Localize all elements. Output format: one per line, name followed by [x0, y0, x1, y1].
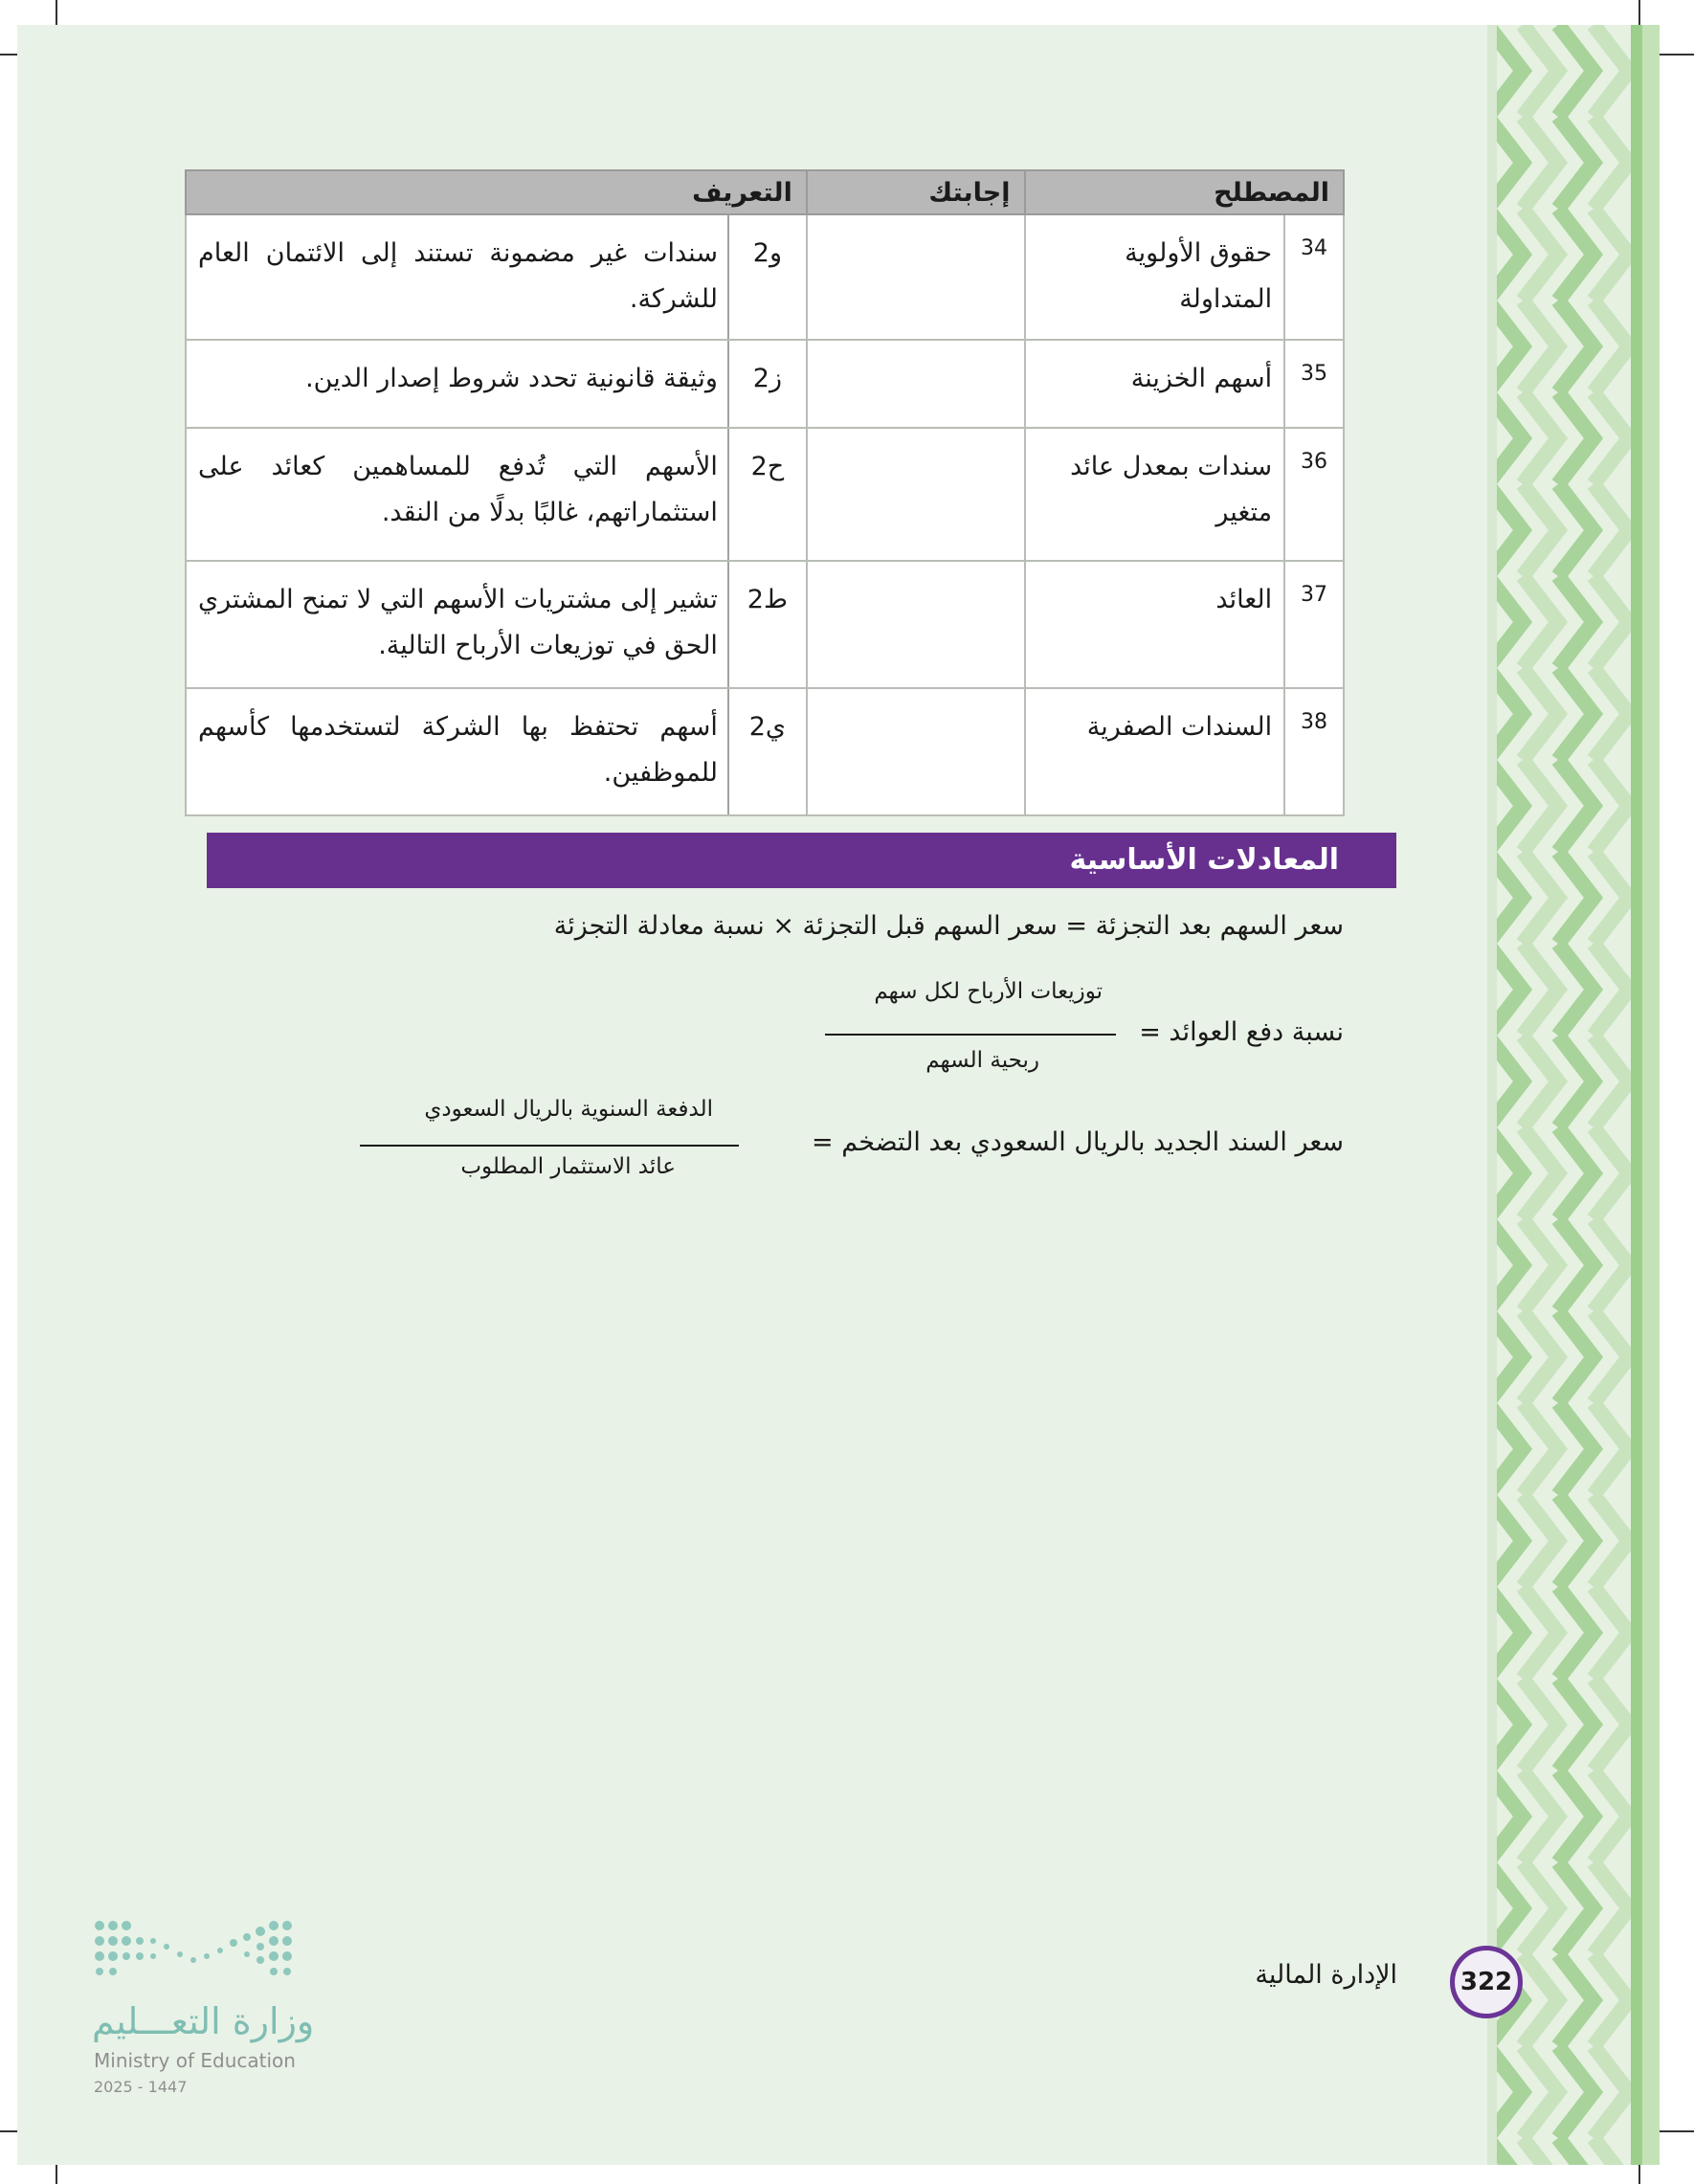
- definition-text: وثيقة قانونية تحدد شروط إصدار الدين.: [186, 340, 728, 428]
- equation-bond-numerator: الدفعة السنوية بالريال السعودي: [424, 1097, 713, 1122]
- definition-code: ي2: [728, 688, 807, 815]
- definition-code: ز2: [728, 340, 807, 428]
- answer-cell[interactable]: [807, 340, 1025, 428]
- decorative-side-band: [1487, 25, 1660, 2165]
- answer-cell[interactable]: [807, 428, 1025, 561]
- row-number: 35: [1284, 340, 1344, 428]
- definition-code: ط2: [728, 561, 807, 688]
- term-text: العائد: [1025, 561, 1285, 688]
- term-text: أسهم الخزينة: [1025, 340, 1285, 428]
- row-number: 37: [1284, 561, 1344, 688]
- ministry-logo-year: 2025 - 1447: [94, 2078, 188, 2096]
- ministry-logo-arabic: وزارة التعـــليم: [92, 2000, 315, 2042]
- chevron-pattern: [1487, 25, 1660, 2165]
- row-number: 34: [1284, 214, 1344, 340]
- fraction-bar: [360, 1145, 739, 1147]
- definition-text: تشير إلى مشتريات الأسهم التي لا تمنح المشتري الحق في توزيعات الأرباح التالية.: [186, 561, 728, 688]
- answer-cell[interactable]: [807, 561, 1025, 688]
- book-title: الإدارة المالية: [1255, 1960, 1397, 1990]
- equation-payout-denominator: ربحية السهم: [925, 1048, 1039, 1073]
- page-number-badge: 322: [1450, 1946, 1523, 2018]
- definition-code: ح2: [728, 428, 807, 561]
- equation-bond-lhs: سعر السند الجديد بالريال السعودي بعد التضخم =: [812, 1127, 1344, 1157]
- answer-cell[interactable]: [807, 214, 1025, 340]
- table-row: [186, 214, 1344, 340]
- table-row: [186, 561, 1344, 688]
- equation-payout-lhs: نسبة دفع العوائد =: [1139, 1017, 1344, 1047]
- header-answer: إجابتك: [807, 170, 1025, 214]
- definition-code: و2: [728, 214, 807, 340]
- crop-mark: [1656, 54, 1694, 56]
- table-header-row: [186, 170, 1344, 214]
- term-text: حقوق الأولوية المتداولة: [1025, 214, 1285, 340]
- ministry-logo-english: Ministry of Education: [94, 2049, 296, 2072]
- table-row: [186, 340, 1344, 428]
- answer-cell[interactable]: [807, 688, 1025, 815]
- table-row: [186, 428, 1344, 561]
- table-row: [186, 688, 1344, 815]
- equation-stock-split: سعر السهم بعد التجزئة = سعر السهم قبل التجزئة × نسبة معادلة التجزئة: [553, 911, 1344, 941]
- crop-mark: [1656, 2130, 1694, 2132]
- section-heading-banner: المعادلات الأساسية: [207, 833, 1396, 888]
- term-text: سندات بمعدل عائد متغير: [1025, 428, 1285, 561]
- terms-table: [185, 169, 1345, 816]
- equation-payout-numerator: توزيعات الأرباح لكل سهم: [874, 979, 1103, 1004]
- term-text: السندات الصفرية: [1025, 688, 1285, 815]
- definition-text: الأسهم التي تُدفع للمساهمين كعائد على استثماراتهم، غالبًا بدلًا من النقد.: [186, 428, 728, 561]
- header-term: المصطلح: [1025, 170, 1344, 214]
- definition-text: سندات غير مضمونة تستند إلى الائتمان العام للشركة.: [186, 214, 728, 340]
- ministry-logo-dots: [92, 1918, 302, 2004]
- definition-text: أسهم تحتفظ بها الشركة لتستخدمها كأسهم للموظفين.: [186, 688, 728, 815]
- row-number: 36: [1284, 428, 1344, 561]
- row-number: 38: [1284, 688, 1344, 815]
- fraction-bar: [825, 1034, 1116, 1036]
- header-definition: التعريف: [186, 170, 807, 214]
- equation-bond-denominator: عائد الاستثمار المطلوب: [460, 1154, 676, 1179]
